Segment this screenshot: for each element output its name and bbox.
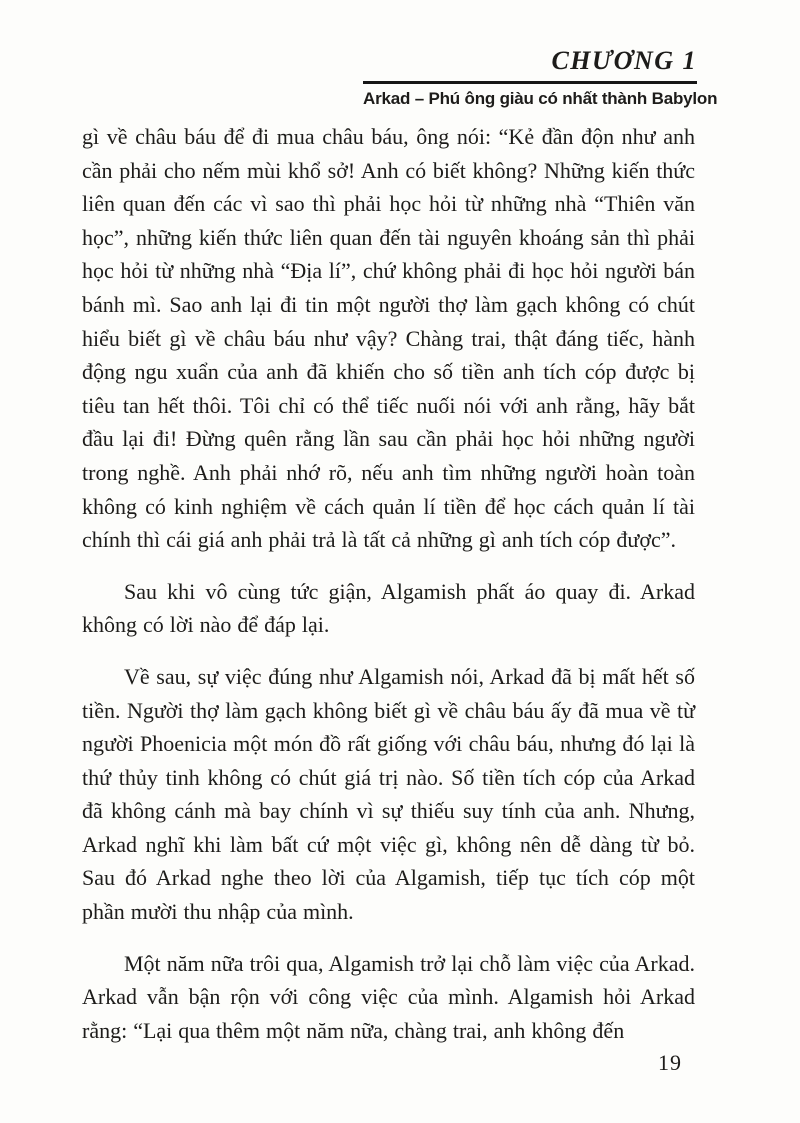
paragraph-4: Một năm nữa trôi qua, Algamish trở lại chỗ làm việc của Arkad. Arkad vẫn bận rộn với công việc của mình. Algamish hỏi Arkad rằng: “Lại qua thêm một năm nữa, chàng trai, anh không đến xyxy=(82,950,695,1043)
chapter-subtitle: Arkad – Phú ông giàu có nhất thành Babylon xyxy=(363,88,718,108)
chapter-header xyxy=(363,46,718,109)
paragraph-continuation: gì về châu báu để đi mua châu báu, ông nói: “Kẻ đần độn như anh cần phải cho nếm mùi khổ sở! Anh có biết không? Những kiến thức liên quan đến các vì sao thì phải học hỏi từ những nhà “Thiên văn học”, những kiến thức liên quan đến tài nguyên khoáng sản thì phải học hỏi từ những nhà “Địa lí”, chứ không phải đi học hỏi người bán bánh mì. Sao anh lại đi tin một người thợ làm gạch không có chút hiểu biết gì về châu báu như vậy? Chàng trai, thật đáng tiếc, hành động ngu xuẩn của anh đã khiến cho số tiền anh tích cóp được bị tiêu tan hết thôi. Tôi chỉ có thể tiếc nuối nói với anh rằng, hãy bắt đầu lại đi! Đừng quên rằng lần sau cần phải học hỏi những người trong nghề. Anh phải nhớ rõ, nếu anh tìm những người hoàn toàn không có kinh nghiệm về cách quản lí tiền để học cách quản lí tài chính thì cái giá anh phải trả là tất cả những gì anh tích cóp được”. xyxy=(82,124,695,553)
page-number: 19 xyxy=(658,1050,682,1075)
chapter-title: CHƯƠNG 1 xyxy=(551,46,697,75)
paragraph-3: Về sau, sự việc đúng như Algamish nói, Arkad đã bị mất hết số tiền. Người thợ làm gạch không biết gì về châu báu ấy đã mua về từ người Phoenicia một món đồ rất giống với châu báu, nhưng đó lại là thứ thủy tinh không có chút giá trị nào. Số tiền tích cóp của Arkad đã không cánh mà bay chính vì sự thiếu suy tính của anh. Nhưng, Arkad nghĩ khi làm bất cứ một việc gì, không nên dễ dàng từ bỏ. Sau đó Arkad nghe theo lời của Algamish, tiếp tục tích cóp một phần mười thu nhập của mình. xyxy=(82,663,695,925)
body-text xyxy=(82,120,695,1065)
paragraph-2: Sau khi vô cùng tức giận, Algamish phất áo quay đi. Arkad không có lời nào để đáp lại. xyxy=(82,578,695,638)
